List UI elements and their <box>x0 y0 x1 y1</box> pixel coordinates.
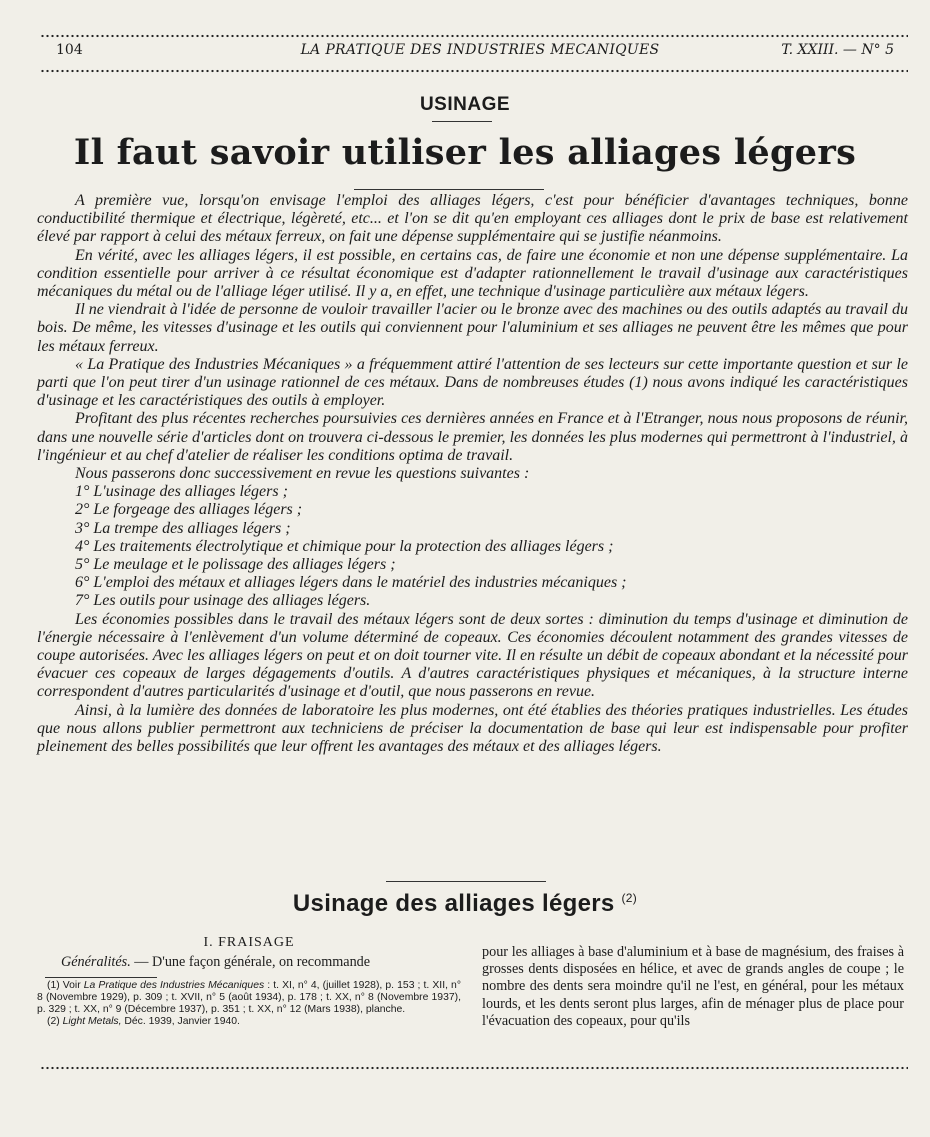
intro-paragraph: Les économies possibles dans le travail des métaux légers sont de deux sortes : diminution du temps d'usinage et diminution de l'énergie nécessaire à l'enlèvement d'un volume déterminé de copeaux. Ces économies découlent notamment des grandes vitesses de coupe autorisées. Avec les alliages légers on peut et on doit tourner vite. Il en résulte un débit de copeaux abondant et la nécessité pour évacuer ces copeaux de larges dégagements d'outils. A d'autres caractéristiques physiques et mécaniques, à la structure interne correspondent d'autres particularités d'usinage et d'outil, que nous passerons en revue. <box>37 610 908 701</box>
list-item: 2° Le forgeage des alliages légers ; <box>75 501 303 519</box>
footnote-1 <box>37 980 461 1016</box>
list-item: 1° L'usinage des alliages légers ; <box>75 483 288 501</box>
list-item: 3° La trempe des alliages légers ; <box>75 519 291 537</box>
rubric-underline <box>432 121 492 122</box>
right-column <box>482 944 904 1030</box>
left-column <box>37 935 461 1028</box>
footnote-marker: (1) Voir <box>47 980 84 991</box>
footnote-reference: (2) <box>621 891 638 905</box>
footnote-journal: La Pratique des Industries Mécaniques <box>83 980 265 991</box>
subsection-heading: I. FRAISAGE <box>203 935 295 950</box>
intro-text <box>37 192 908 756</box>
footnote-rule <box>45 977 157 978</box>
lead-paragraph <box>37 954 461 971</box>
title-underline <box>354 189 544 190</box>
footnote-text: Déc. 1939, Janvier 1940. <box>121 1016 240 1027</box>
intro-paragraph: Ainsi, à la lumière des données de laboratoire les plus modernes, ont été établies des théories pratiques industrielles. Les études que nous allons publier permettront aux techniciens de préciser la documentation de base qui leur est indispensable pour profiter pleinement des belles possibilités que leur offrent les avantages des métaux et des alliages légers. <box>37 701 908 756</box>
intro-paragraph: Il ne viendrait à l'idée de personne de vouloir travailler l'acier ou le bronze avec des machines ou des outils adaptés au travail du bois. De même, les vitesses d'usinage et les outils qui conviennent pour l'aluminium et ses alliages ne peuvent être les mêmes que pour les métaux ferreux. <box>37 301 908 355</box>
volume-number: T. XXIII. — N° 5 <box>781 42 894 58</box>
footnote-journal: Light Metals, <box>62 1016 122 1027</box>
footnote-text: : t. XI, n° 4, (juillet 1928), p. 153 ; t. XII, n° 8 (Novembre 1929), p. 309 ; t. XVII, n° 5 (août 1934), p. 178 ; t. XX, n° 8 (Novembre 1937), p. 329 ; t. XX, n° 9 (Décembre 1937), p. 351 ; t. XX, n° 12 (Mars 1938), planche. <box>37 980 461 1015</box>
section-separator <box>386 881 546 882</box>
page-header <box>52 42 908 64</box>
topics-list <box>37 483 908 610</box>
footnote-2 <box>37 1016 461 1028</box>
article-title: Il faut savoir utiliser les alliages légers <box>73 132 857 173</box>
footnote-marker: (2) <box>47 1016 63 1027</box>
running-title: LA PRATIQUE DES INDUSTRIES MECANIQUES <box>300 42 660 58</box>
page-number: 104 <box>56 42 83 58</box>
list-item: 7° Les outils pour usinage des alliages légers. <box>75 592 371 610</box>
intro-paragraph: A première vue, lorsqu'on envisage l'emploi des alliages légers, c'est pour bénéficier d'avantages techniques, bonne conductibilité thermique et électrique, légèreté, etc... et l'on se dit qu'en employant ces alliages dont le prix de base est relativement élevé par rapport à celui des métaux ferreux, on fait une dépense supplémentaire qui se justifie néanmoins. <box>37 192 908 246</box>
list-item: 4° Les traitements électrolytique et chimique pour la protection des alliages légers ; <box>75 537 614 555</box>
intro-paragraph: « La Pratique des Industries Mécaniques » a fréquemment attiré l'attention de ses lecteurs sur cette importante question et sur le parti que l'on peut tirer d'un usinage rationnel de ces métaux. Dans de nombreuses études (1) nous avons indiqué les caractéristiques d'usinage et les caractéristiques des outils à employer. <box>37 355 908 410</box>
header-dotted-rule <box>40 69 908 73</box>
lead-label: Généralités. <box>61 954 131 970</box>
bottom-dotted-rule <box>40 1066 908 1070</box>
lead-text: — D'une façon générale, on recommande <box>130 954 371 970</box>
body-paragraph: pour les alliages à base d'aluminium et à base de magnésium, des fraises à grosses dents disposées en hélice, et avec de grands angles de coupe ; le nombre des dents sera moindre qu'il ne l'est, en général, pour les métaux lourds, et les dents seront plus larges, afin de ménager plus de place pour l'évacuation des copeaux, pour qu'ils <box>482 944 904 1029</box>
section-heading <box>0 890 930 918</box>
intro-paragraph: En vérité, avec les alliages légers, il est possible, en certains cas, de faire une économie et non une dépense supplémentaire. La condition essentielle pour arriver à ce résultat économique est d'adapter rationnellement le travail d'usinage aux caractéristiques mécaniques du métal ou de l'alliage léger utilisé. Il y a, en effet, une technique d'usinage particulière aux métaux légers. <box>37 246 908 301</box>
list-item: 5° Le meulage et le polissage des alliages légers ; <box>75 556 396 574</box>
top-dotted-rule <box>40 34 908 38</box>
intro-paragraph: Profitant des plus récentes recherches poursuivies ces dernières années en France et à l'Etranger, nous nous proposons de réunir, dans une nouvelle série d'articles dont on trouvera ci-dessous le premier, les données les plus modernes qui permettront à l'industriel, à l'ingénieur et au chef d'atelier de réaliser les conditions optima de travail. <box>37 410 908 464</box>
section-rubric: USINAGE <box>419 94 511 115</box>
intro-paragraph: Nous passerons donc successivement en revue les questions suivantes : <box>75 465 530 483</box>
section-heading-text: Usinage des alliages légers <box>292 890 615 917</box>
list-item: 6° L'emploi des métaux et alliages légers dans le matériel des industries mécaniques ; <box>75 574 627 592</box>
